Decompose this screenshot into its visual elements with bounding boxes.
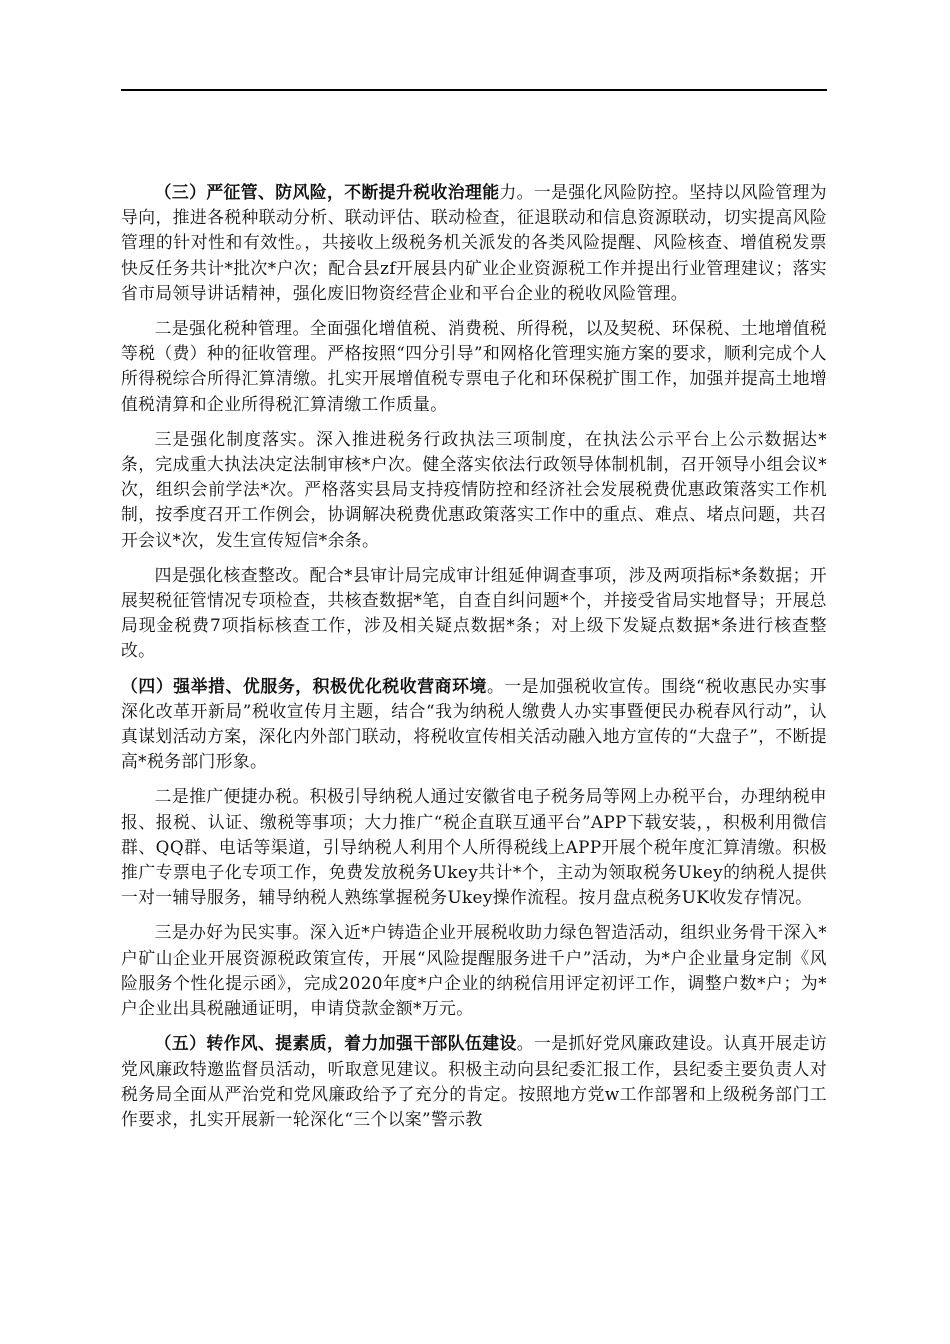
paragraph-text: 三是强化制度落实。深入推进税务行政执法三项制度，在执法公示平台上公示数据达*条，完成重大执法决定法制审核*户次。健全落实依法行政领导体制机制，召开领导小组会议*次，组织会前学法*次。严格落实县局支持疫情防控和经济社会发展税费优惠政策落实工作机制，按季度召开工作例会，协调解决税费优惠政策落实工作中的重点、难点、堵点问题，共召开会议*次，发生宣传短信*余条。 [121, 428, 827, 550]
paragraph-section-3 [121, 180, 827, 306]
document-body [121, 180, 827, 1142]
section-4-text: 。一是加强税收宣传。围绕“税收惠民办实事深化改革开新局”税收宣传月主题，结合“我为纳税人缴费人办实事暨便民办税春风行动”，认真谋划活动方案，深化内外部门联动，将税收宣传相关活动融入地方宣传的“大盘子”，不断提高*税务部门形象。 [121, 675, 827, 772]
paragraph-convenient-tax [121, 784, 827, 910]
section-3-text: 力。一是强化风险防控。坚持以风险管理为导向，推进各税种联动分析、联动评估、联动检查，征退联动和信息资源联动，切实提高风险管理的针对性和有效性。，共接收上级税务机关派发的各类风险提醒、风险核查、增值税发票快反任务共计*批次*户次；配合县zf开展县内矿业企业资源税工作并提出行业管理建议；落实省市局领导讲话精神，强化废旧物资经营企业和平台企业的税收风险管理。 [121, 182, 827, 303]
section-5-text: 。一是抓好党风廉政建设。认真开展走访党风廉政特邀监督员活动，听取意见建议。积极主动向县纪委汇报工作，县纪委主要负责人对税务局全面从严治党和党风廉政给予了充分的肯定。按照地方党w工作部署和上级税务部门工作要求，扎实开展新一轮深化“三个以案”警示教 [121, 1033, 828, 1129]
section-5-heading: （五）转作风、提素质，着力加强干部队伍建设 [154, 1033, 517, 1054]
paragraph-section-4 [121, 674, 827, 775]
section-3-heading: （三）严征管、防风险，不断提升税收治理能 [154, 182, 500, 202]
paragraph-text: 二是推广便捷办税。积极引导纳税人通过安徽省电子税务局等网上办税平台，办理纳税申报、报税、认证、缴税等事项；大力推广“税企直联互通平台”APP下载安装，，积极利用微信群、QQ群、电话等渠道，引导纳税人利用个人所得税线上APP开展个税年度汇算清缴。积极推广专票电子化专项工作，免费发放税务Ukey共计*个，主动为领取税务Ukey的纳税人提供一对一辅导服务，辅导纳税人熟练掌握税务Ukey操作流程。按月盘点税务UK收发存情况。 [121, 786, 827, 908]
paragraph-tax-type-management [121, 316, 827, 417]
paragraph-text: 三是办好为民实事。深入近*户铸造企业开展税收助力绿色智造活动，组织业务骨干深入*户矿山企业开展资源税政策宣传，开展“风险提醒服务进千户”活动，为*户企业量身定制《风险服务个性化提示函》，完成2020年度*户企业的纳税信用评定初评工作，调整户数*户；为*户企业出具税融通证明，申请贷款金额*万元。 [121, 922, 827, 1019]
paragraph-text: 二是强化税种管理。全面强化增值税、消费税、所得税，以及契税、环保税、土地增值税等税（费）种的征收管理。严格按照“四分引导”和网格化管理实施方案的要求，顺利完成个人所得税综合所得汇算清缴。扎实开展增值税专票电子化和环保税扩围工作，加强并提高土地增值税清算和企业所得税汇算清缴工作质量。 [121, 318, 827, 414]
section-4-heading: （四）强举措、优服务，积极优化税收营商环境 [121, 675, 487, 696]
paragraph-text: 四是强化核查整改。配合*县审计局完成审计组延伸调查事项，涉及两项指标*条数据；开展契税征管情况专项检查，共核查数据*笔，自查自纠问题*个，并接受省局实地督导；开展总局现金税费7项指标核查工作，涉及相关疑点数据*条；对上级下发疑点数据*条进行核查整改。 [121, 564, 827, 661]
paragraph-system-implementation [121, 427, 827, 553]
paragraph-verification-rectification [121, 563, 827, 664]
paragraph-section-5 [121, 1031, 827, 1132]
header-rule [121, 89, 827, 91]
paragraph-practical-matters [121, 920, 827, 1021]
